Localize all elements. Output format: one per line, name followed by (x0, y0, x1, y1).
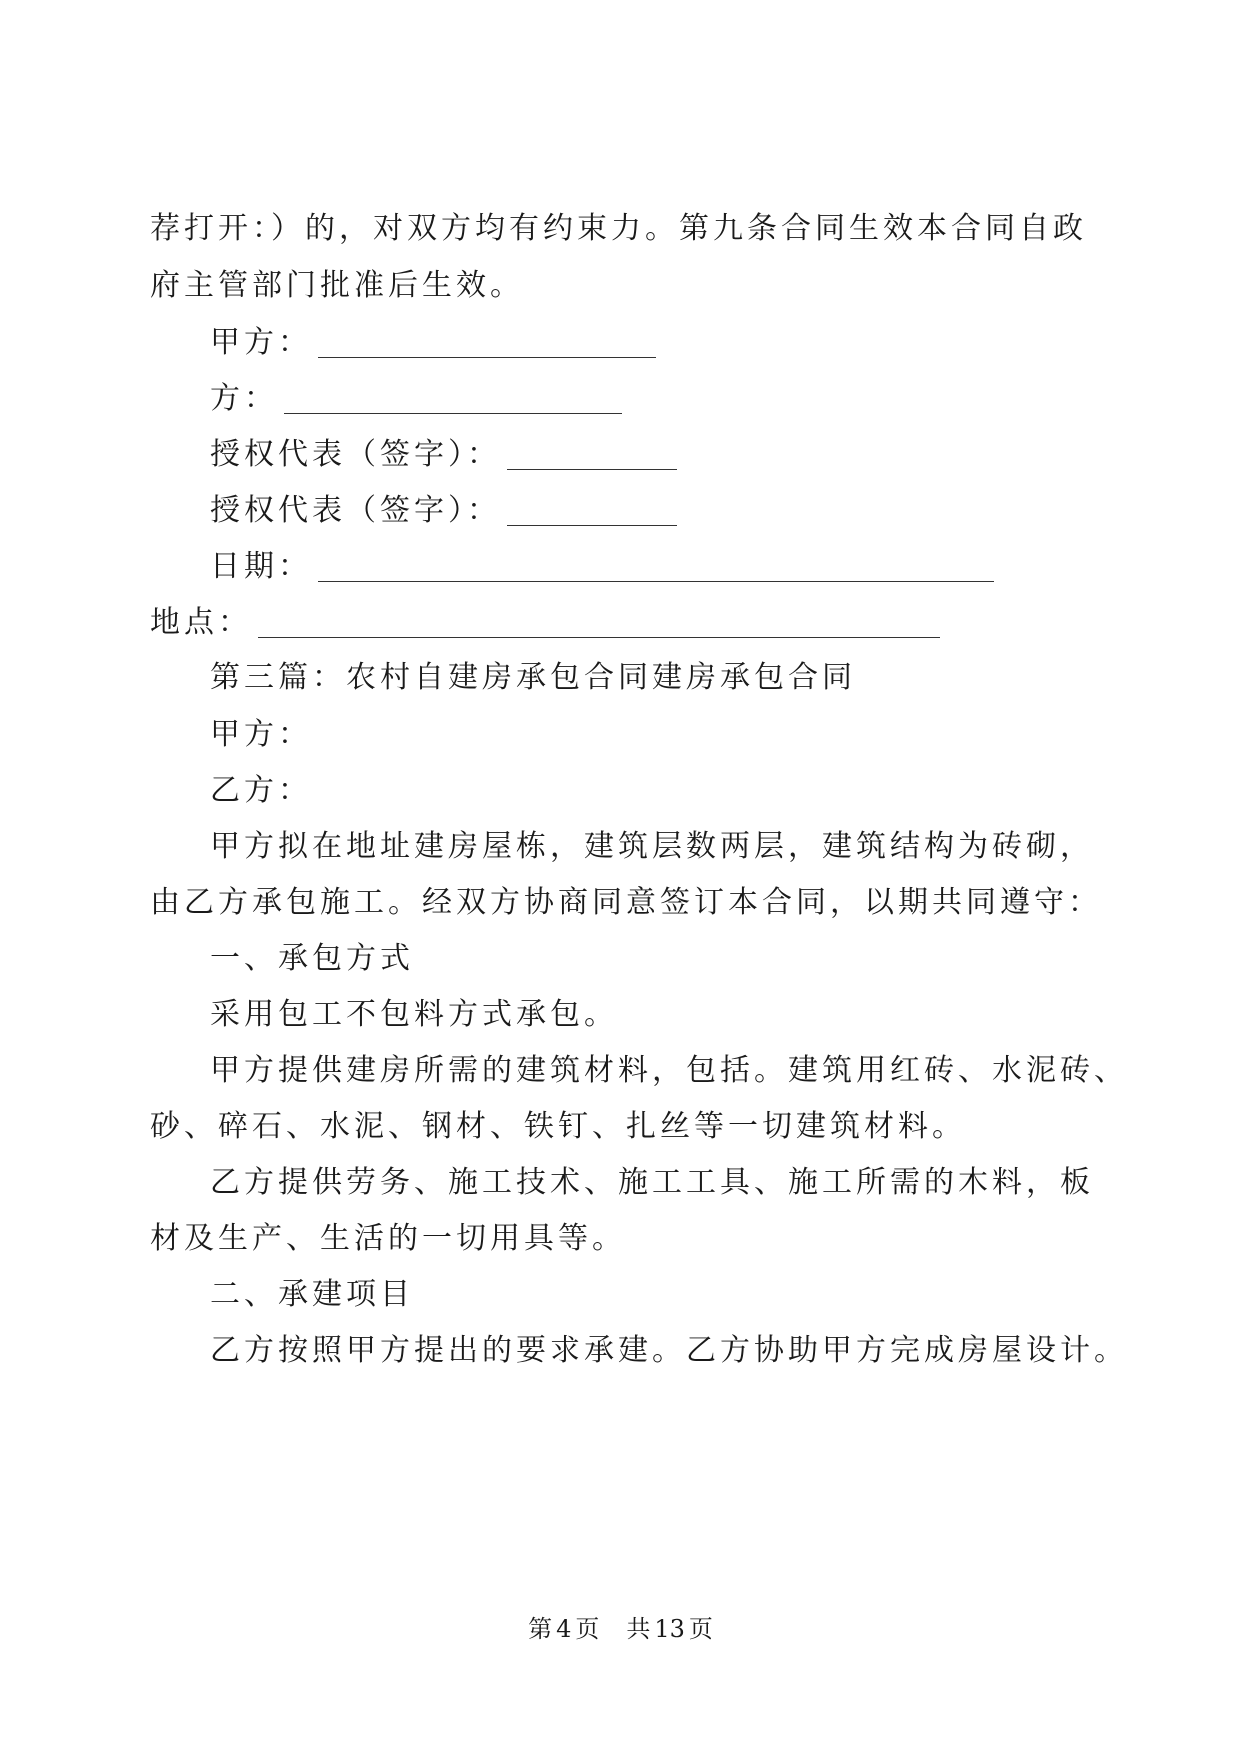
signature-line-date (210, 549, 994, 584)
signature-label: 日期： (210, 549, 312, 584)
total-pages: 13 (654, 1615, 685, 1643)
signature-blank (284, 387, 622, 414)
section-heading: 第三篇：农村自建房承包合同建房承包合同 (210, 660, 856, 695)
signature-line-party-a (210, 325, 656, 360)
paragraph-line: 砂、碎石、水泥、钢材、铁钉、扎丝等一切建筑材料。 (150, 1109, 966, 1144)
signature-line-representative (210, 437, 677, 472)
signature-label: 甲方： (210, 325, 312, 360)
paragraph-line: 由乙方承包施工。经双方协商同意签订本合同，以期共同遵守： (150, 885, 1102, 920)
paragraph-line: 材及生产、生活的一切用具等。 (150, 1221, 626, 1256)
signature-label: 地点： (150, 605, 252, 640)
page-label-prefix: 第 (528, 1615, 553, 1643)
signature-label: 方： (210, 381, 278, 416)
paragraph-line: 荐打开：）的，对双方均有约束力。第九条合同生效本合同自政 (150, 211, 1087, 246)
paragraph-line: 甲方提供建房所需的建筑材料，包括。建筑用红砖、水泥砖、 (210, 1053, 1128, 1088)
signature-blank (507, 443, 677, 470)
paragraph-line: 甲方拟在地址建房屋栋，建筑层数两层，建筑结构为砖砌， (210, 829, 1094, 864)
paragraph-line: 乙方提供劳务、施工技术、施工工具、施工所需的木料，板 (210, 1165, 1094, 1200)
page-number: 4 (556, 1615, 572, 1643)
subsection-title: 一、承包方式 (210, 941, 414, 976)
signature-blank (507, 499, 677, 526)
party-a-label: 甲方： (210, 717, 312, 752)
signature-blank (318, 331, 656, 358)
page-label-suffix: 页 (575, 1615, 600, 1643)
signature-blank (318, 555, 994, 582)
paragraph-line: 府主管部门批准后生效。 (150, 268, 524, 303)
subsection-title: 二、承建项目 (210, 1277, 414, 1312)
signature-label: 授权代表（签字）： (210, 493, 501, 528)
signature-line-representative (210, 493, 677, 528)
page-footer (0, 1617, 1241, 1641)
total-prefix: 共 (626, 1615, 651, 1643)
signature-line-place (150, 605, 940, 640)
total-suffix: 页 (688, 1615, 713, 1643)
paragraph-line: 采用包工不包料方式承包。 (210, 997, 618, 1032)
paragraph-line: 乙方按照甲方提出的要求承建。乙方协助甲方完成房屋设计。 (210, 1333, 1128, 1368)
signature-label: 授权代表（签字）： (210, 437, 501, 472)
signature-blank (258, 611, 940, 638)
signature-line-party-b (210, 381, 622, 416)
party-b-label: 乙方： (210, 773, 312, 808)
